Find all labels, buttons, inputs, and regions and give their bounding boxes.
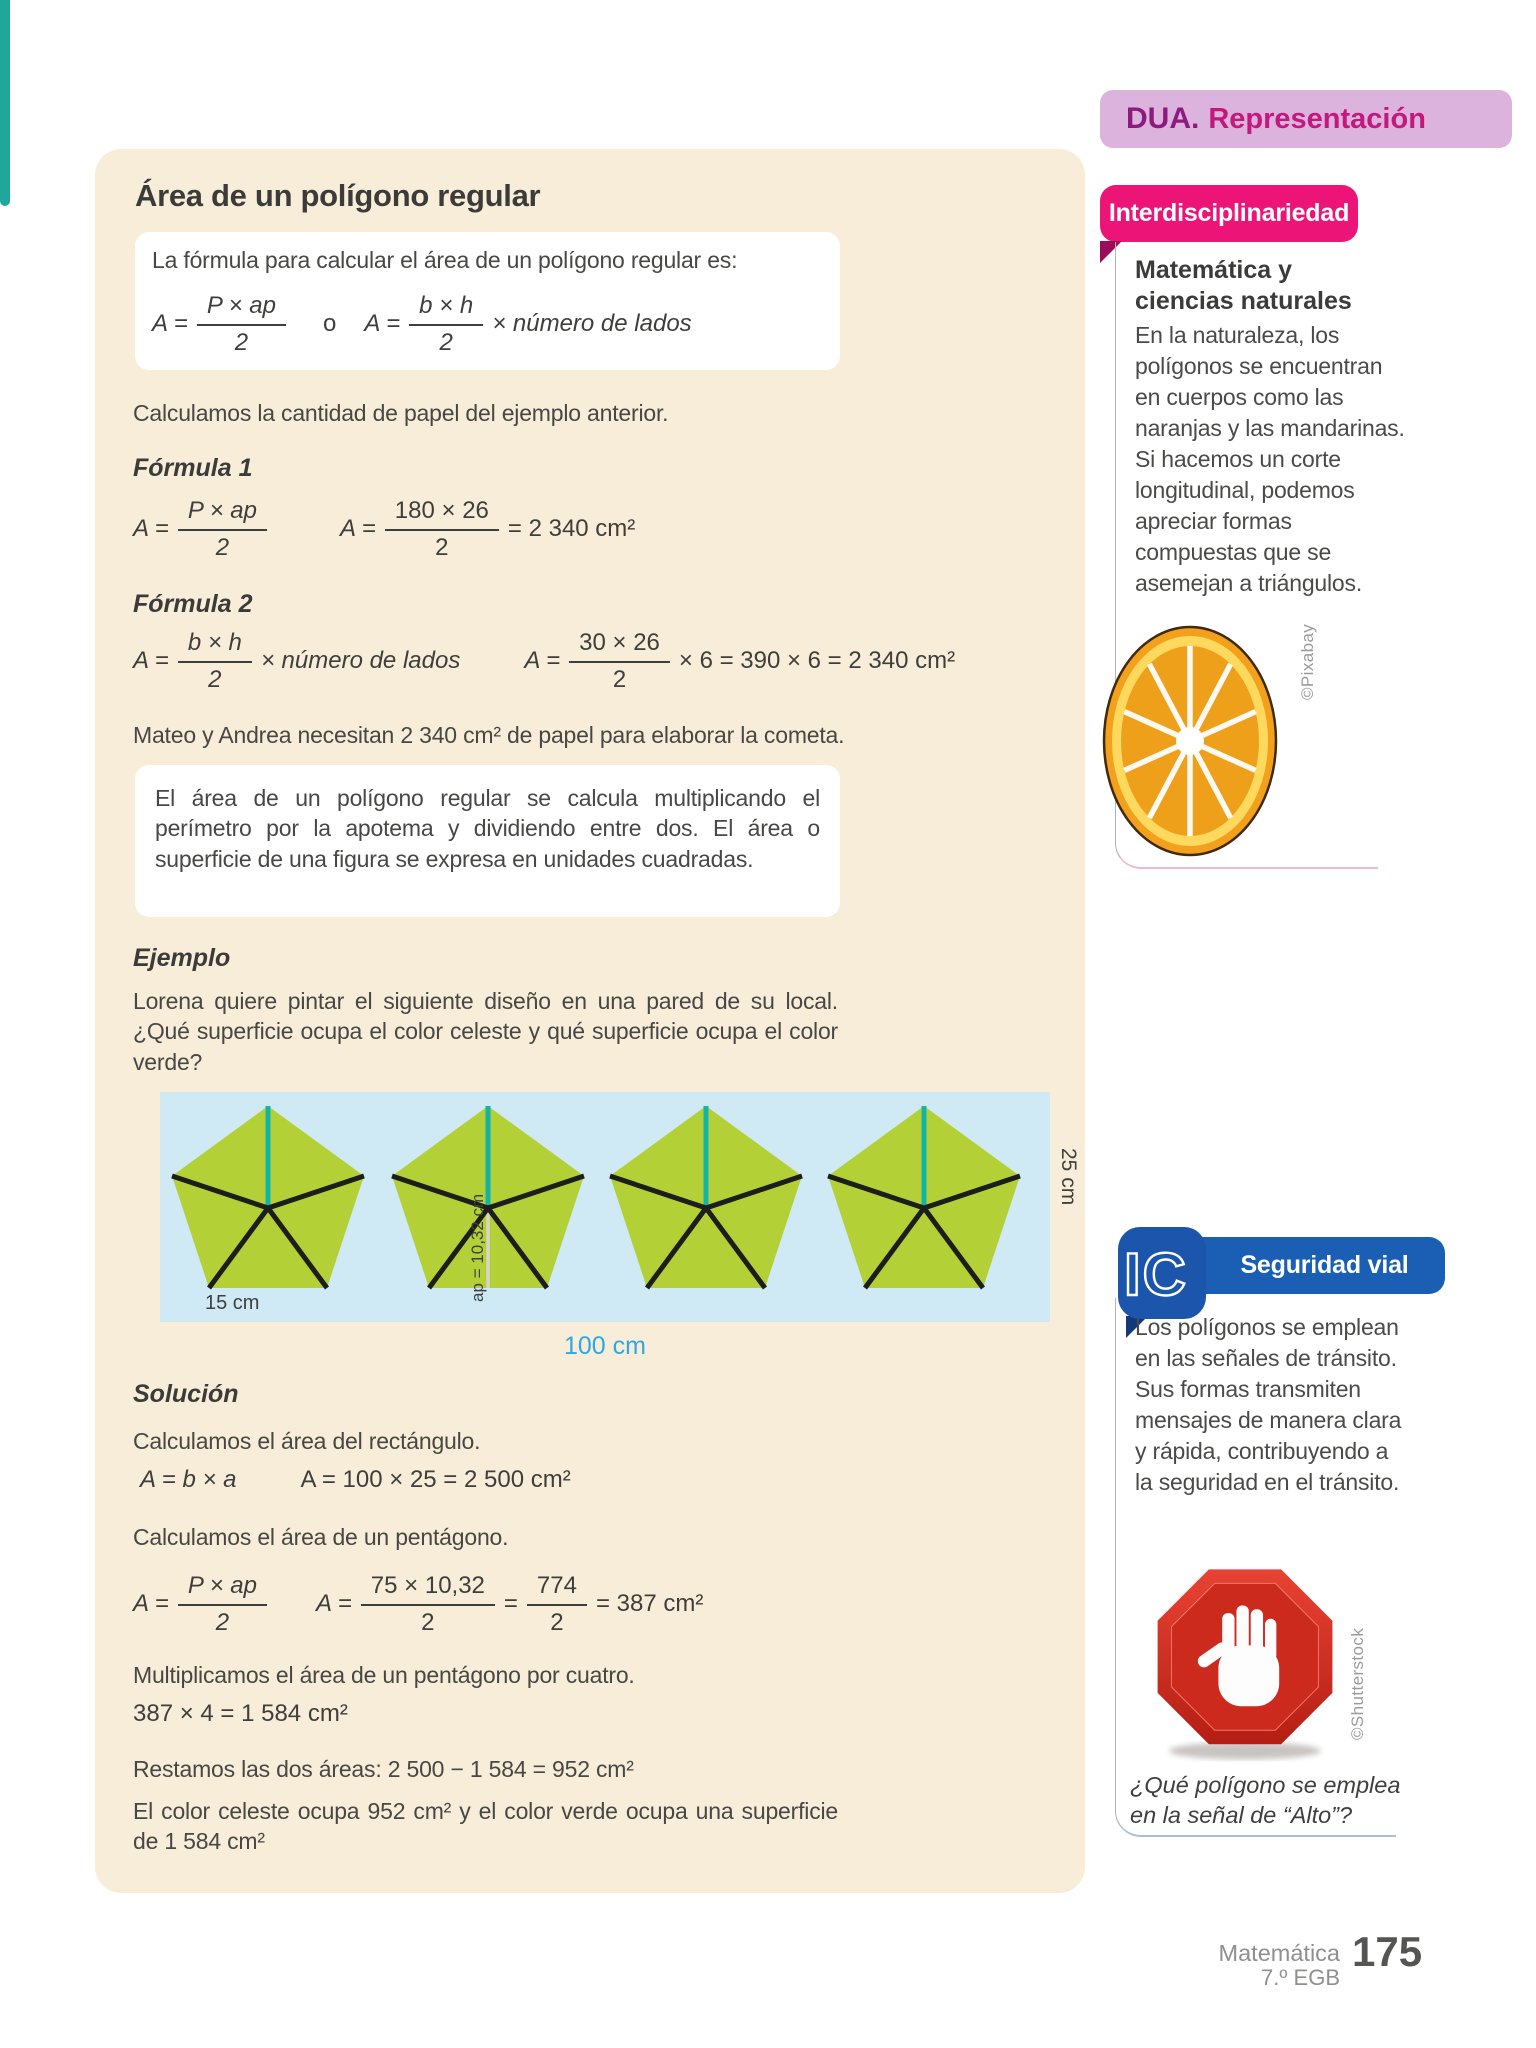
mult-equation: 387 × 4 = 1 584 cm²: [133, 1700, 348, 1727]
pentagon-equation: A = $\frac{P \times ap}{2}$ A = $\frac{75 \times 10,32}{2}$ = $\frac{774}{2}$ = 387 cm²: [133, 1571, 704, 1636]
eq-lhs: A =: [152, 310, 188, 337]
footer-grade: 7.º EGB: [1261, 1965, 1340, 1991]
pentagon-shape-4: [824, 1100, 1024, 1300]
page-title: Área de un polígono regular: [135, 178, 541, 213]
solucion-heading: Solución: [133, 1380, 239, 1408]
paragraph-restamos: Restamos las dos áreas: 2 500 − 1 584 = 952 cm²: [133, 1756, 634, 1782]
svg-text:IC: IC: [1124, 1241, 1188, 1308]
dua-badge: [1100, 90, 1512, 148]
diagram-label-25cm: 25 cm: [1057, 1148, 1080, 1206]
formula1-heading: Fórmula 1: [133, 454, 253, 482]
eq-result: = 387 cm²: [595, 1590, 704, 1617]
formula-intro-equation: [152, 288, 692, 360]
pentagon-shape-1: [168, 1100, 368, 1300]
diagram-label-apothem: ap = 10,32 cm: [468, 1193, 487, 1302]
eq-general: A = b × a: [140, 1466, 237, 1493]
formula1-equation: A = $\frac{P \times ap}{2}$ A = $\frac{180 \times 26}{2}$ = 2 340 cm²: [133, 496, 636, 561]
photo-credit-pixabay: ©Pixabay: [1298, 623, 1317, 700]
fraction: $\frac{75 \times 10,32}{2}$: [361, 1572, 495, 1637]
paragraph-multiplicamos: Multiplicamos el área de un pentágono por cuatro.: [133, 1662, 635, 1688]
eq-mid: =: [503, 1590, 518, 1617]
eq-lhs: A =: [364, 310, 401, 337]
fraction: $\frac{30 \times 26}{2}$: [569, 629, 670, 694]
eq-suffix: × número de lados: [492, 310, 692, 337]
pentagon-shape-2: [388, 1100, 588, 1300]
formula-intro-text: La fórmula para calcular el área de un polígono regular es:: [152, 247, 738, 273]
dua-badge-prefix: DUA.: [1126, 102, 1200, 135]
summary-text: El área de un polígono regular se calcula multiplicando el perímetro por la apotema y dividiendo entre dos. El área o superficie de una figura se expresa en unidades cuadradas.: [155, 785, 820, 872]
eq-result: × 6 = 390 × 6 = 2 340 cm²: [678, 647, 956, 674]
eq-suffix: × número de lados: [260, 647, 461, 674]
paragraph-mateo: Mateo y Andrea necesitan 2 340 cm² de papel para elaborar la cometa.: [133, 722, 845, 748]
sidebar-paragraph: Los polígonos se emplean en las señales de tránsito. Sus formas transmiten mensajes de manera clara y rápida, contribuyendo a la seguridad en el tránsito.: [1135, 1314, 1402, 1496]
photo-credit-shutterstock: ©Shutterstock: [1348, 1627, 1367, 1740]
stop-sign-image: [1150, 1560, 1340, 1765]
ejemplo-heading: Ejemplo: [133, 944, 231, 972]
interdisciplinariedad-badge: Interdisciplinariedad: [1100, 185, 1358, 242]
fraction: $\frac{P \times ap}{2}$: [197, 292, 286, 357]
paragraph-papel: Calculamos la cantidad de papel del ejemplo anterior.: [133, 400, 669, 426]
paragraph-pentagono: Calculamos el área de un pentágono.: [133, 1524, 509, 1550]
sidebar-heading: Matemática y ciencias naturales: [1135, 256, 1352, 315]
dua-badge-label: Representación: [1208, 102, 1426, 135]
seguridad-vial-badge: Seguridad vial: [1162, 1237, 1445, 1294]
paragraph-lorena: Lorena quiere pintar el siguiente diseño en una pared de su local. ¿Qué superficie ocupa el color celeste y qué superficie ocupa el color verde?: [133, 988, 838, 1075]
fraction: $\frac{b \times h}{2}$: [409, 292, 483, 357]
eq-result: = 2 340 cm²: [507, 515, 636, 542]
footer-subject-block: [1140, 1940, 1340, 1991]
fraction: $\frac{774}{2}$: [527, 1572, 587, 1637]
orange-slice-image: [1100, 618, 1280, 860]
left-accent-bar: [0, 0, 10, 206]
rect-equation: [140, 1466, 571, 1494]
diagram-label-100cm: 100 cm: [564, 1332, 646, 1360]
pentagon-shape-3: [606, 1100, 806, 1300]
eq-applied: A = 100 × 25 = 2 500 cm²: [300, 1466, 571, 1493]
sidebar-question: ¿Qué polígono se emplea en la señal de “Alto”?: [1130, 1772, 1401, 1829]
sidebar-paragraph: En la naturaleza, los polígonos se encuentran en cuerpos como las naranjas y las mandarinas. Si hacemos un corte longitudinal, podemos apreciar formas compuestas que se asemejan a triángulos.: [1135, 322, 1405, 597]
diagram-label-15cm: 15 cm: [205, 1292, 260, 1314]
fraction: $\frac{P \times ap}{2}$: [178, 1572, 267, 1637]
paragraph-rectangulo: Calculamos el área del rectángulo.: [133, 1428, 481, 1454]
fraction: $\frac{b \times h}{2}$: [178, 629, 252, 694]
or-separator: o: [322, 310, 337, 337]
fraction: $\frac{180 \times 26}{2}$: [385, 497, 499, 562]
page-number: 175: [1352, 1928, 1423, 1975]
paragraph-final: El color celeste ocupa 952 cm² y el color verde ocupa una superficie de 1 584 cm²: [133, 1798, 838, 1855]
formula2-equation: A = $\frac{b \times h}{2}$ × número de lados A = $\frac{30 \times 26}{2}$ × 6 = 390 × 6 = 2 340 cm²: [133, 628, 956, 693]
formula2-heading: Fórmula 2: [133, 590, 253, 618]
fraction: $\frac{P \times ap}{2}$: [178, 497, 267, 562]
footer-subject: Matemática: [1218, 1940, 1340, 1966]
